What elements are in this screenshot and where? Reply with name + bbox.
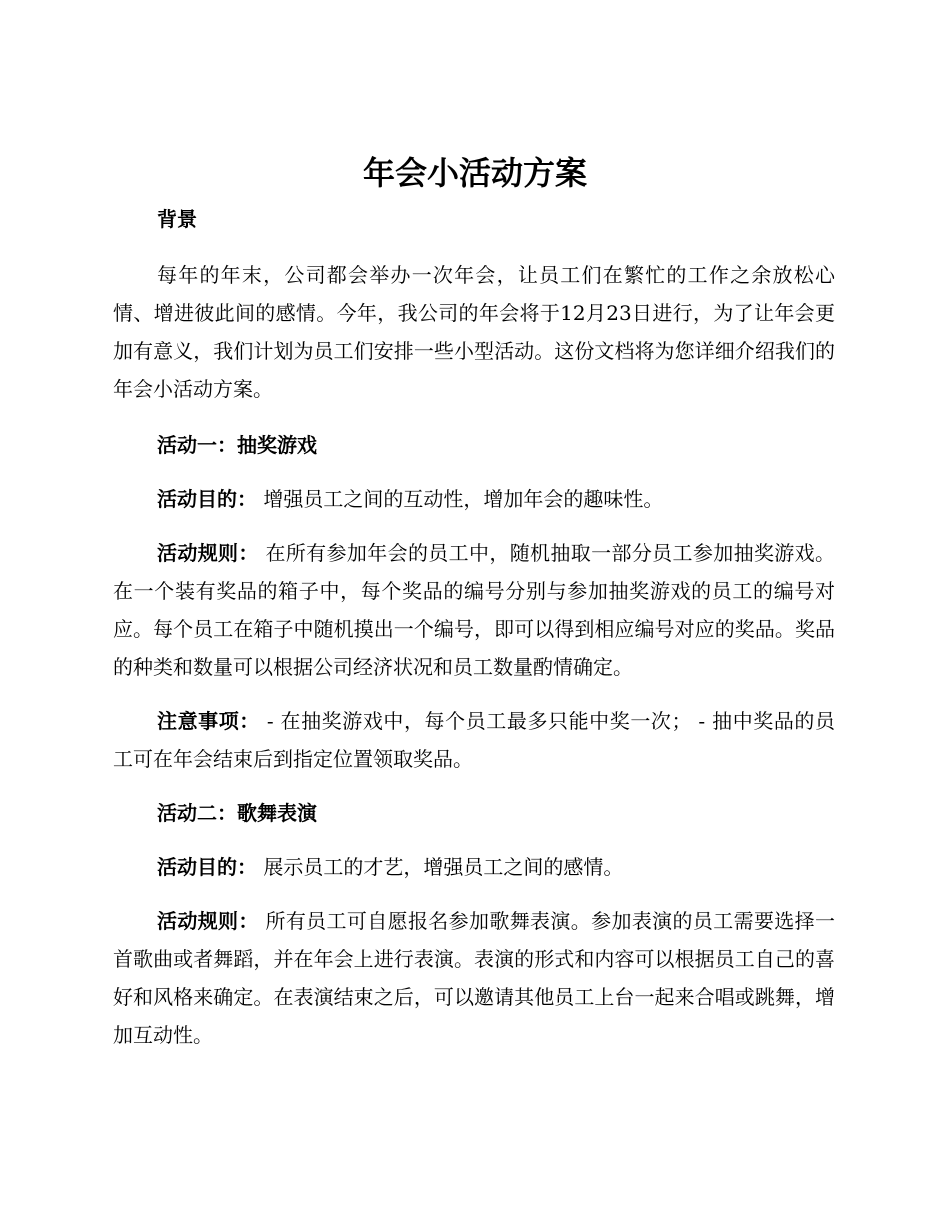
activity1-rules <box>113 534 835 686</box>
activity1-rules-label: 活动规则： <box>157 541 259 565</box>
document-title: 年会小活动方案 <box>362 154 587 192</box>
activity1-notes-text: - 在抽奖游戏中，每个员工最多只能中奖一次； - 抽中奖品的员工可在年会结束后到指定位置领取奖品。 <box>113 709 835 771</box>
activity1-heading: 活动一：抽奖游戏 <box>157 433 317 457</box>
activity2-purpose-label: 活动目的： <box>157 855 257 879</box>
activity2-rules <box>113 902 835 1054</box>
activity1-purpose <box>113 480 835 518</box>
activity1-notes <box>113 702 835 778</box>
activity2-purpose <box>113 848 835 886</box>
activity1-purpose-label: 活动目的： <box>157 487 257 511</box>
activity1-purpose-text: 增强员工之间的互动性，增加年会的趣味性。 <box>257 487 664 511</box>
activity2-purpose-text: 展示员工的才艺，增强员工之间的感情。 <box>257 855 624 879</box>
activity1-notes-label: 注意事项： <box>157 709 260 733</box>
background-paragraph: 每年的年末，公司都会举办一次年会，让员工们在繁忙的工作之余放松心情、增进彼此间的感情。今年，我公司的年会将于12月23日进行，为了让年会更加有意义，我们计划为员工们安排一些小型活动。这份文档将为您详细介绍我们的年会小活动方案。 <box>113 263 835 401</box>
activity2-rules-label: 活动规则： <box>157 909 259 933</box>
activity2-heading: 活动二：歌舞表演 <box>157 801 317 825</box>
activity2-rules-text: 所有员工可自愿报名参加歌舞表演。参加表演的员工需要选择一首歌曲或者舞蹈，并在年会上进行表演。表演的形式和内容可以根据员工自己的喜好和风格来确定。在表演结束之后，可以邀请其他员工上台一起来合唱或跳舞，增加互动性。 <box>113 909 835 1047</box>
activity1-rules-text: 在所有参加年会的员工中，随机抽取一部分员工参加抽奖游戏。在一个装有奖品的箱子中，每个奖品的编号分别与参加抽奖游戏的员工的编号对应。每个员工在箱子中随机摸出一个编号，即可以得到相应编号对应的奖品。奖品的种类和数量可以根据公司经济状况和员工数量酌情确定。 <box>113 541 835 679</box>
background-heading: 背景 <box>157 207 197 231</box>
document-body <box>113 200 835 1054</box>
